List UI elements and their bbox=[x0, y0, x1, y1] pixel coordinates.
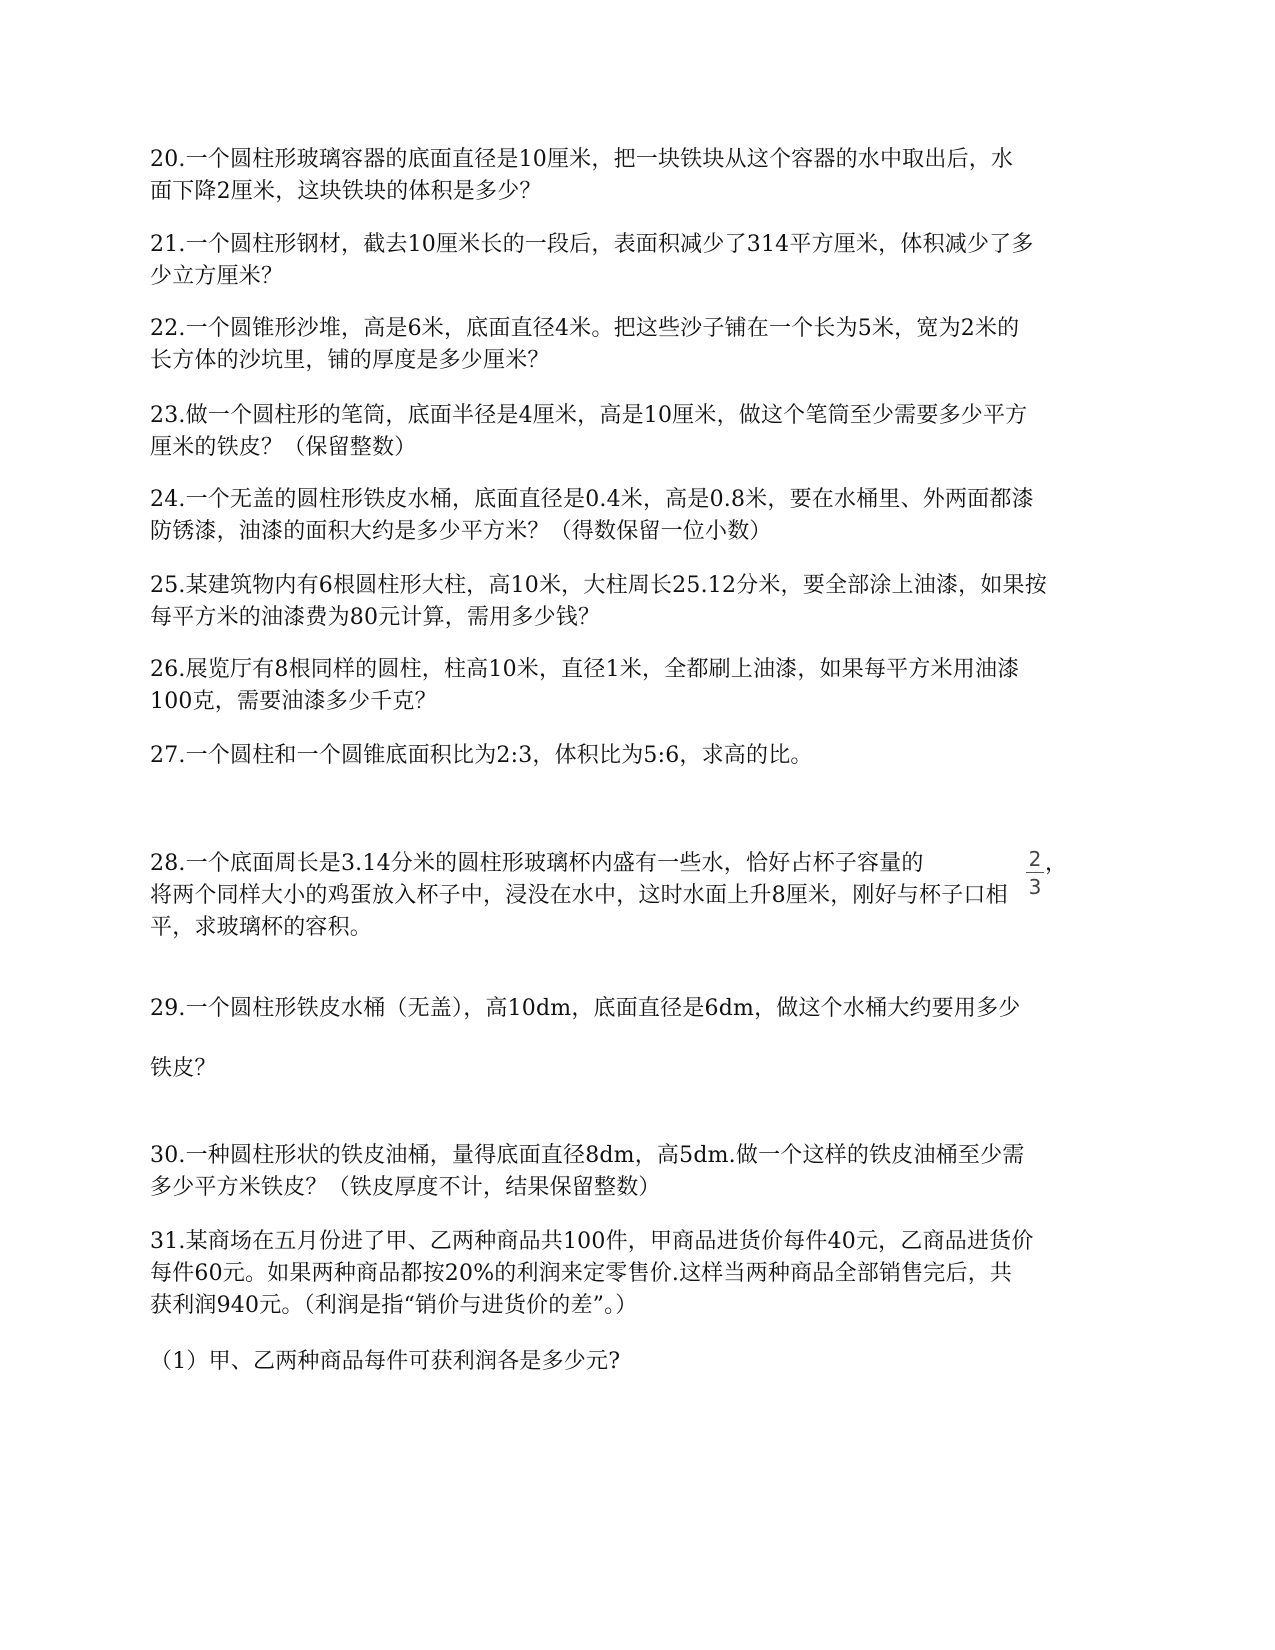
q28-line-3: 平，求玻璃杯的容积。 bbox=[150, 915, 373, 940]
q31-line-1: 31.某商场在五月份进了甲、乙两种商品共100件，甲商品进货价每件40元，乙商品进货价 bbox=[150, 1229, 1034, 1254]
q21-line-1: 21.一个圆柱形钢材，截去10厘米长的一段后，表面积减少了314平方厘米，体积减少了多 bbox=[150, 232, 1034, 257]
q26-line-1: 26.展览厅有8根同样的圆柱，柱高10米，直径1米，全都刷上油漆，如果每平方米用油漆 bbox=[150, 657, 1020, 682]
q20-line-2: 面下降2厘米，这块铁块的体积是多少？ bbox=[150, 179, 542, 204]
q30-line-2: 多少平方米铁皮？（铁皮厚度不计，结果保留整数） bbox=[150, 1175, 661, 1200]
q25-line-2: 每平方米的油漆费为80元计算，需用多少钱？ bbox=[150, 605, 601, 630]
q22-line-2: 长方体的沙坑里，铺的厚度是多少厘米？ bbox=[150, 348, 550, 373]
q31-line-2: 每件60元。如果两种商品都按20%的利润来定零售价.这样当两种商品全部销售完后，共 bbox=[150, 1261, 1013, 1286]
fraction-denominator: 3 bbox=[1028, 875, 1042, 899]
q29-line-1: 29.一个圆柱形铁皮水桶（无盖），高10dm，底面直径是6dm，做这个水桶大约要用多少 bbox=[150, 996, 1021, 1021]
q24-line-2: 防锈漆，油漆的面积大约是多少平方米？（得数保留一位小数） bbox=[150, 519, 772, 544]
q23-line-1: 23.做一个圆柱形的笔筒，底面半径是4厘米，高是10厘米，做这个笔筒至少需要多少平方 bbox=[150, 403, 1028, 428]
q24-line-1: 24.一个无盖的圆柱形铁皮水桶，底面直径是0.4米，高是0.8米，要在水桶里、外两面都漆 bbox=[150, 487, 1034, 512]
q26-line-2: 100克，需要油漆多少千克？ bbox=[150, 689, 437, 714]
q28-line-2: 将两个同样大小的鸡蛋放入杯子中，浸没在水中，这时水面上升8厘米，刚好与杯子口相 bbox=[150, 883, 1008, 908]
q30-line-1: 30.一种圆柱形状的铁皮油桶，量得底面直径8dm，高5dm.做一个这样的铁皮油桶至少需 bbox=[150, 1143, 1025, 1168]
q28-trailing-comma: ， bbox=[1045, 851, 1068, 876]
q31-subquestion-1: （1）甲、乙两种商品每件可获利润各是多少元? bbox=[150, 1349, 621, 1374]
q20-line-1: 20.一个圆柱形玻璃容器的底面直径是10厘米，把一块铁块从这个容器的水中取出后，水 bbox=[150, 147, 1014, 172]
fraction-numerator: 2 bbox=[1028, 847, 1042, 871]
q25-line-1: 25.某建筑物内有6根圆柱形大柱，高10米，大柱周长25.12分米，要全部涂上油漆，如果按 bbox=[150, 573, 1047, 598]
fraction-bar bbox=[1026, 872, 1044, 873]
q28-line-1: 28.一个底面周长是3.14分米的圆柱形玻璃杯内盛有一些水，恰好占杯子容量的 bbox=[150, 851, 924, 876]
q23-line-2: 厘米的铁皮？（保留整数） bbox=[150, 435, 417, 460]
q22-line-1: 22.一个圆锥形沙堆，高是6米，底面直径4米。把这些沙子铺在一个长为5米，宽为2米的 bbox=[150, 316, 1020, 341]
document-page bbox=[150, 0, 1130, 1650]
fraction-two-thirds bbox=[1023, 848, 1047, 898]
q21-line-2: 少立方厘米？ bbox=[150, 264, 284, 289]
q31-line-3: 获利润940元。（利润是指“销价与进货价的差”。） bbox=[150, 1293, 638, 1318]
q29-line-2: 铁皮？ bbox=[150, 1056, 217, 1081]
q27-line-1: 27.一个圆柱和一个圆锥底面积比为2:3，体积比为5:6，求高的比。 bbox=[150, 743, 813, 768]
